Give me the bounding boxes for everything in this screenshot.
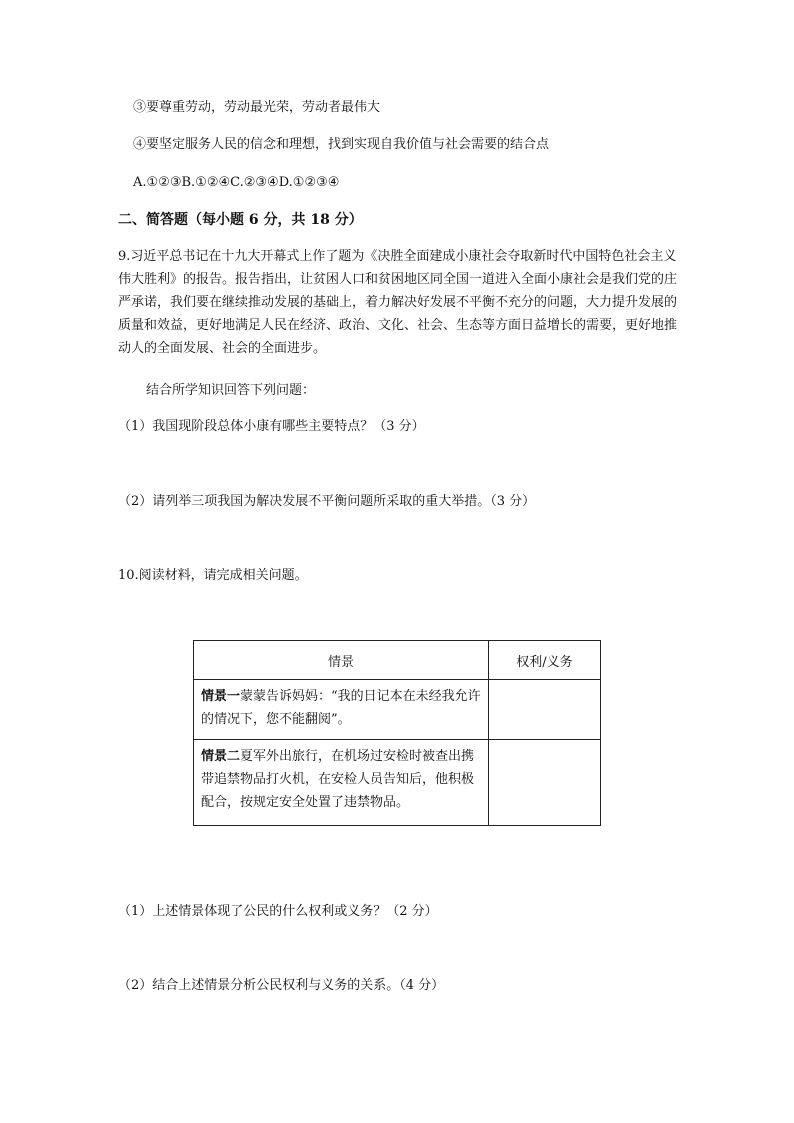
q10-stem: 10.阅读材料，请完成相关问题。 [118,568,308,583]
header-scene: 情景 [194,641,489,680]
scene-2-label: 情景二 [201,749,241,764]
q10-sub1: （1）上述情景体现了公民的什么权利或义务？（2 分） [118,904,438,919]
q9-instruction: 结合所学知识回答下列问题： [146,383,316,398]
scene-2-text: 夏军外出旅行，在机场过安检时被查出携带追禁物品打火机，在安检人员告知后，他积极配合，按规定安全处置了违禁物品。 [201,749,475,810]
q9-sub2: （2）请列举三项我国为解决发展不平衡问题所采取的重大举措。（3 分） [118,494,536,509]
scene-1-text: 蒙蒙告诉妈妈：“我的日记本在未经我允许的情况下，您不能翻阅”。 [201,689,481,727]
answer-cell-1[interactable] [489,680,601,740]
table-header-row [194,641,601,680]
q9-sub1: （1）我国现阶段总体小康有哪些主要特点？（3 分） [118,419,425,434]
scene-cell-1 [194,680,489,740]
q10-sub2: （2）结合上述情景分析公民权利与义务的关系。（4 分） [118,978,445,993]
scene-1-label: 情景一 [201,689,241,704]
answer-choices: A.①②③B.①②④C.②③④D.①②③④ [133,175,340,190]
option-4: ④要坚定服务人民的信念和理想，找到实现自我价值与社会需要的结合点 [133,137,550,152]
scenario-table [193,640,601,826]
scene-cell-2 [194,740,489,826]
table-row [194,740,601,826]
answer-cell-2[interactable] [489,740,601,826]
option-3: ③要尊重劳动，劳动最光荣，劳动者最伟大 [133,100,381,115]
header-right: 权利/义务 [489,641,601,680]
table-row [194,680,601,740]
q9-stem: 9.习近平总书记在十九大开幕式上作了题为《决胜全面建成小康社会夺取新时代中国特色社会主义伟大胜利》的报告。报告指出，让贫困人口和贫困地区同全国一道进入全面小康社会是我们党的庄严承诺，我们要在继续推动发展的基础上，着力解决好发展不平衡不充分的问题，大力提升发展的质量和效益，更好地满足人民在经济、政治、文化、社会、生态等方面日益增长的需要，更好地推动人的全面发展、社会的全面进步。 [118,249,678,356]
section-heading: 二、简答题（每小题 6 分，共 18 分） [118,212,363,228]
